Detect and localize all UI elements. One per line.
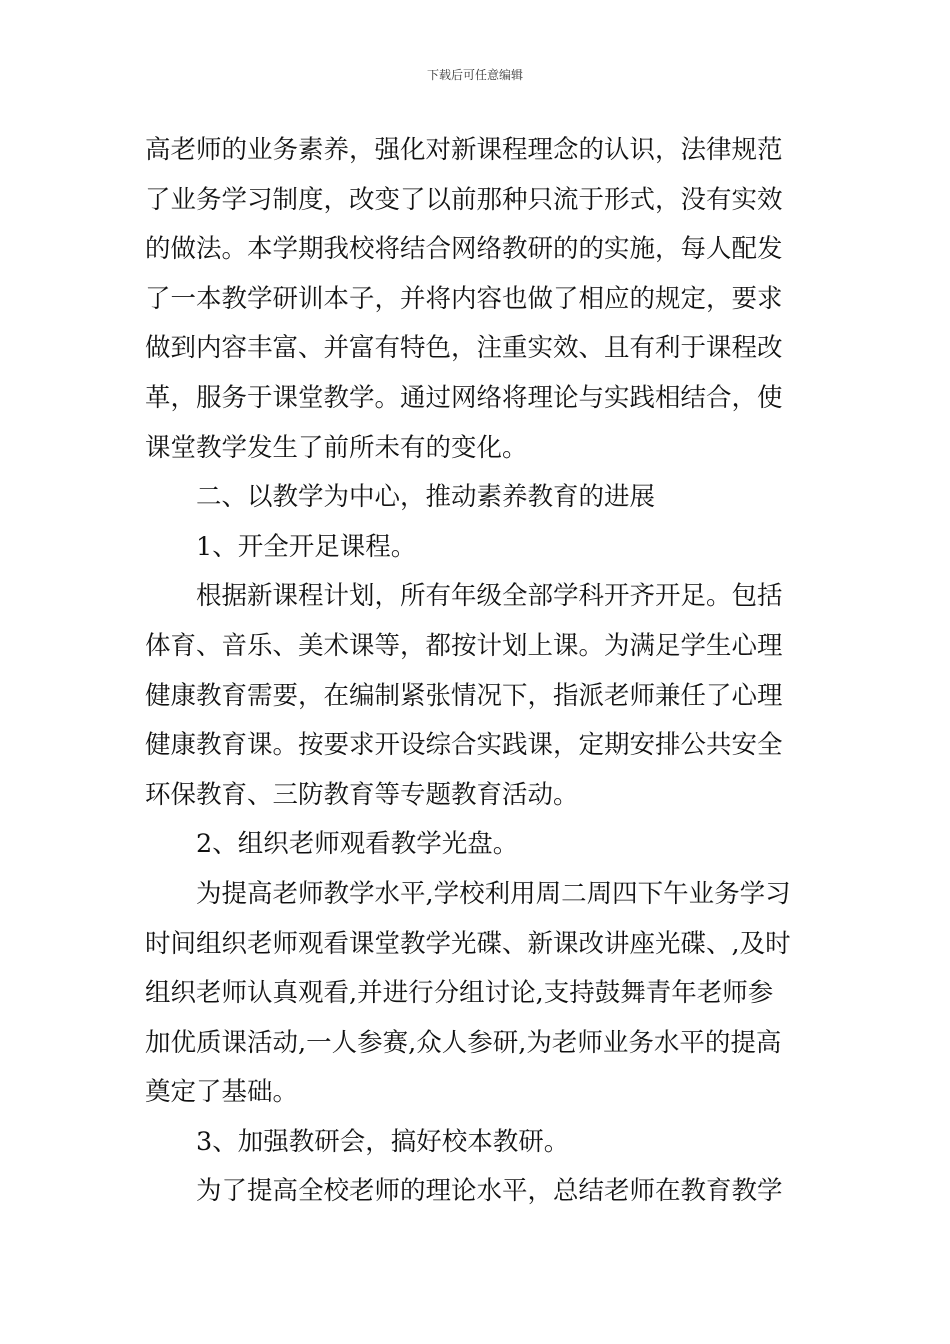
text-line: 组织老师认真观看,并进行分组讨论,支持鼓舞青年老师参 [145, 978, 774, 1009]
header-note: 下载后可任意编辑 [426, 68, 523, 82]
subsection-heading: 2、组织老师观看教学光盘。 [196, 829, 519, 860]
text-line: 做到内容丰富、并富有特色，注重实效、且有利于课程改 [145, 333, 783, 364]
subsection-heading: 3、加强教研会，搞好校本教研。 [196, 1126, 570, 1157]
text-line: 健康教育需要，在编制紧张情况下，指派老师兼任了心理 [145, 680, 783, 711]
text-line: 健康教育课。按要求开设综合实践课，定期安排公共安全 [145, 730, 783, 761]
text-line: 时间组织老师观看课堂教学光碟、新课改讲座光碟、,及时 [145, 928, 791, 959]
body-text [145, 126, 810, 1217]
text-line: 课堂教学发生了前所未有的变化。 [145, 432, 528, 463]
text-line: 环保教育、三防教育等专题教育活动。 [145, 779, 579, 810]
text-line: 加优质课活动,一人参赛,众人参研,为老师业务水平的提高 [145, 1027, 782, 1058]
text-line: 了一本教学研训本子，并将内容也做了相应的规定，要求 [145, 283, 783, 314]
text-line: 体育、音乐、美术课等，都按计划上课。为满足学生心理 [145, 630, 783, 661]
text-line: 高老师的业务素养，强化对新课程理念的认识，法律规范 [145, 135, 783, 165]
text-line: 了业务学习制度，改变了以前那种只流于形式，没有实效 [145, 184, 783, 215]
section-heading: 二、以教学为中心，推动素养教育的进展 [196, 482, 656, 513]
subsection-heading: 1、开全开足课程。 [196, 531, 417, 562]
text-line: 为了提高全校老师的理论水平，总结老师在教育教学 [196, 1176, 783, 1207]
text-line: 的做法。本学期我校将结合网络教研的的实施，每人配发 [145, 234, 783, 265]
text-line: 根据新课程计划，所有年级全部学科开齐开足。包括 [196, 581, 783, 612]
text-line: 为提高老师教学水平,学校利用周二周四下午业务学习 [196, 878, 791, 909]
text-line: 奠定了基础。 [145, 1077, 299, 1108]
text-line: 革，服务于课堂教学。通过网络将理论与实践相结合，使 [145, 382, 783, 413]
